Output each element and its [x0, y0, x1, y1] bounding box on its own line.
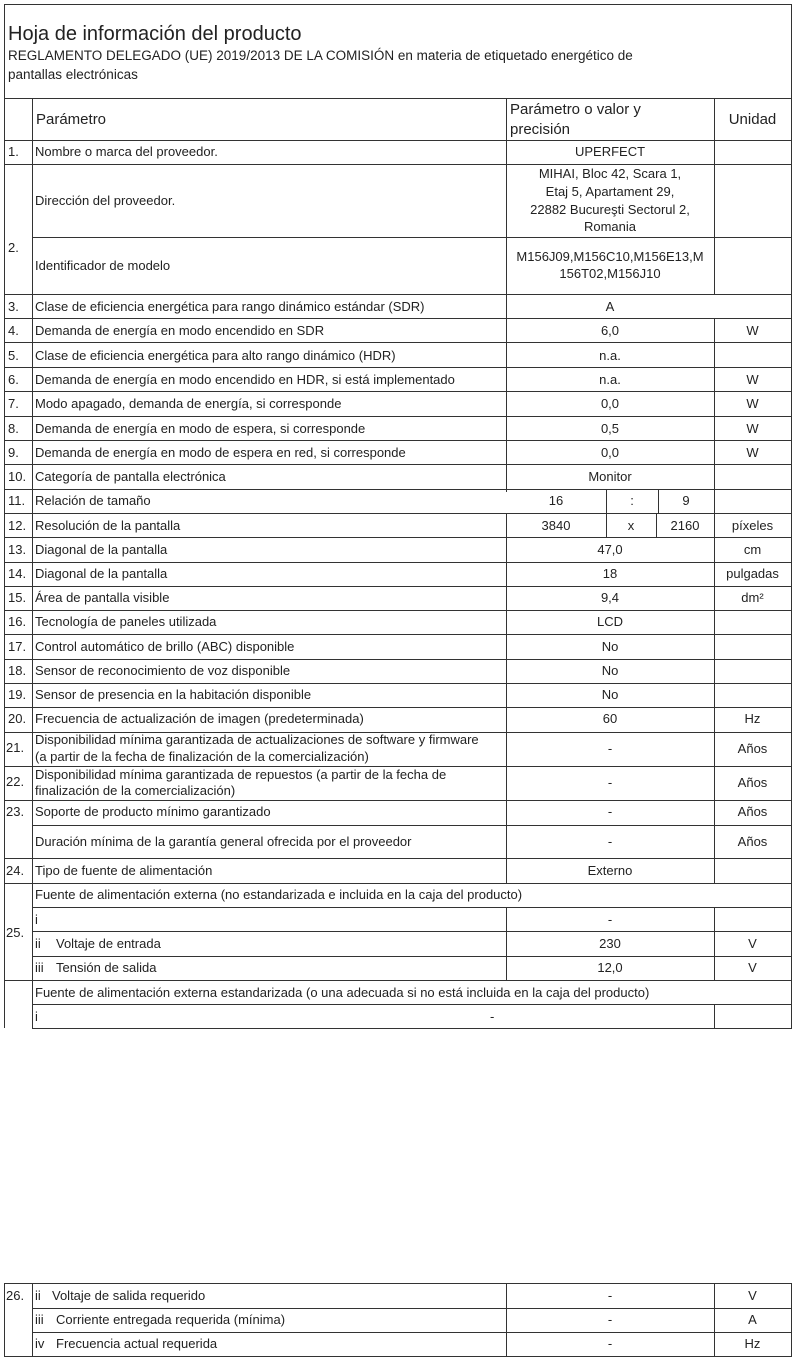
address-line-2: Etaj 5, Apartament 29,: [545, 184, 675, 199]
row-unit: dm²: [741, 590, 764, 605]
model-line-2: 156T02,M156J10: [559, 266, 661, 281]
row-unit: Años: [737, 834, 768, 849]
row-number: 4.: [8, 323, 19, 338]
row-label: Voltaje de entrada: [56, 936, 161, 951]
section-heading: Fuente de alimentación externa (no estandarizada e incluida en la caja del producto): [35, 887, 523, 902]
row-value: n.a.: [599, 348, 621, 363]
row-number: 20.: [8, 711, 27, 726]
row-number: 3.: [8, 299, 19, 314]
row-value: 0,0: [600, 445, 620, 460]
row-unit: Hz: [744, 711, 761, 726]
row-label: Demanda de energía en modo de espera, si corresponde: [35, 421, 366, 436]
row-unit: A: [748, 1312, 757, 1327]
row-value: Monitor: [588, 469, 632, 484]
address-line-3: 22882 Bucureşti Sectorul 2,: [530, 202, 690, 217]
sub-roman: iii: [35, 960, 44, 975]
row-unit: Años: [737, 775, 768, 790]
row-value: -: [607, 1312, 613, 1327]
row-number: 15.: [8, 590, 27, 605]
row-label: Soporte de producto mínimo garantizado: [35, 804, 271, 819]
row-value: -: [607, 834, 613, 849]
column-header-value-1: Parámetro o valor y: [510, 101, 641, 118]
section-heading: Fuente de alimentación externa estandarizada (o una adecuada si no está incluida en la caja del producto): [35, 985, 650, 1000]
row-label: Relación de tamaño: [35, 493, 151, 508]
row-label: Sensor de reconocimiento de voz disponible: [35, 663, 291, 678]
row-value: -: [607, 775, 613, 790]
regulation-line-2: pantallas electrónicas: [8, 67, 138, 82]
row-label: Identificador de modelo: [35, 258, 171, 273]
row-label: Categoría de pantalla electrónica: [35, 469, 226, 484]
row-label: Demanda de energía en modo encendido en SDR: [35, 323, 325, 338]
sub-roman: iv: [35, 1336, 45, 1351]
row-value: 230: [599, 936, 621, 951]
row-label: Demanda de energía en modo de espera en red, si corresponde: [35, 445, 406, 460]
aspect-separator: :: [630, 493, 634, 508]
row-value: 18: [602, 566, 618, 581]
row-unit: Años: [737, 804, 768, 819]
row-unit: W: [746, 421, 759, 436]
row-number: 16.: [8, 614, 27, 629]
row-number: 17.: [8, 639, 27, 654]
row-number: 13.: [8, 542, 27, 557]
row-number: 7.: [8, 396, 19, 411]
row-label: Control automático de brillo (ABC) disponible: [35, 639, 295, 654]
row-number: 19.: [8, 687, 27, 702]
row-label: Modo apagado, demanda de energía, si corresponde: [35, 396, 342, 411]
page-title: Hoja de información del producto: [8, 23, 302, 45]
row-label: Duración mínima de la garantía general ofrecida por el proveedor: [35, 834, 412, 849]
model-line-1: M156J09,M156C10,M156E13,M: [516, 249, 704, 264]
row-number: 11.: [8, 493, 26, 508]
row-unit: Hz: [744, 1336, 761, 1351]
row-value: 0,5: [600, 421, 620, 436]
row-unit: Años: [737, 741, 768, 756]
row-value: -: [607, 1288, 613, 1303]
sub-roman: i: [35, 912, 38, 927]
row-number: 25.: [6, 925, 25, 940]
row-label-line-2: (a partir de la fecha de finalización de la comercialización): [35, 749, 369, 764]
row-number: 2.: [8, 240, 19, 255]
row-value: No: [601, 687, 619, 702]
row-label-line-1: Disponibilidad mínima garantizada de actualizaciones de software y firmware: [35, 732, 479, 747]
row-unit: W: [746, 372, 759, 387]
row-label: Sensor de presencia en la habitación disponible: [35, 687, 312, 702]
row-number: 1.: [8, 144, 19, 159]
row-number: 12.: [8, 518, 27, 533]
row-number: 18.: [8, 663, 27, 678]
row-unit: cm: [743, 542, 762, 557]
row-unit: V: [748, 960, 757, 975]
row-label: Clase de eficiencia energética para rango dinámico estándar (SDR): [35, 299, 425, 314]
row-value: LCD: [596, 614, 623, 629]
row-value: -: [607, 741, 613, 756]
sub-roman: ii: [35, 936, 41, 951]
row-unit: W: [746, 396, 759, 411]
resolution-width: 3840: [541, 518, 571, 533]
regulation-line-1: REGLAMENTO DELEGADO (UE) 2019/2013 DE LA COMISIÓN en materia de etiquetado energético de: [8, 48, 633, 63]
row-unit: W: [746, 323, 759, 338]
row-unit: pulgadas: [726, 566, 779, 581]
row-value: 47,0: [597, 542, 623, 557]
row-number: 22.: [6, 774, 25, 789]
address-line-4: Romania: [583, 219, 637, 234]
row-number: 21.: [6, 740, 25, 755]
row-label: Tecnología de paneles utilizada: [35, 614, 217, 629]
row-number: 26.: [6, 1288, 25, 1303]
row-number: 23.: [6, 804, 25, 819]
row-label: Corriente entregada requerida (mínima): [56, 1312, 286, 1327]
row-value: -: [490, 1009, 495, 1024]
row-label-line-1: Disponibilidad mínima garantizada de repuestos (a partir de la fecha de: [35, 767, 447, 782]
resolution-height: 2160: [670, 518, 700, 533]
column-header-unit: Unidad: [728, 111, 777, 128]
row-label: Diagonal de la pantalla: [35, 542, 168, 557]
row-value: A: [605, 299, 615, 314]
row-unit: píxeles: [731, 518, 774, 533]
column-header-value-2: precisión: [510, 121, 571, 138]
row-label: Voltaje de salida requerido: [52, 1288, 206, 1303]
sub-roman: i: [35, 1009, 38, 1024]
aspect-height: 9: [682, 493, 690, 508]
row-number: 5.: [8, 348, 19, 363]
row-number: 6.: [8, 372, 19, 387]
row-unit: V: [748, 936, 757, 951]
row-label: Tipo de fuente de alimentación: [35, 863, 213, 878]
row-label: Nombre o marca del proveedor.: [35, 144, 218, 159]
row-value: Externo: [587, 863, 633, 878]
row-value: -: [607, 1336, 613, 1351]
row-number: 8.: [8, 421, 19, 436]
sub-roman: ii: [35, 1288, 41, 1303]
row-label: Frecuencia actual requerida: [56, 1336, 218, 1351]
row-value: -: [607, 912, 613, 927]
row-label: Dirección del proveedor.: [35, 193, 176, 208]
row-value: n.a.: [599, 372, 621, 387]
row-label-line-2: finalización de la comercialización): [35, 783, 236, 798]
row-unit: V: [748, 1288, 757, 1303]
row-label: Área de pantalla visible: [35, 590, 170, 605]
row-value: 9,4: [600, 590, 620, 605]
row-value: No: [601, 663, 619, 678]
row-value: No: [601, 639, 619, 654]
row-number: 24.: [6, 863, 25, 878]
row-label: Diagonal de la pantalla: [35, 566, 168, 581]
row-label: Frecuencia de actualización de imagen (predeterminada): [35, 711, 364, 726]
aspect-width: 16: [548, 493, 564, 508]
row-label: Demanda de energía en modo encendido en HDR, si está implementado: [35, 372, 455, 387]
sub-roman: iii: [35, 1312, 44, 1327]
row-value: 12,0: [597, 960, 623, 975]
resolution-separator: x: [627, 518, 635, 533]
column-header-param: Parámetro: [36, 111, 107, 128]
row-value: 0,0: [600, 396, 620, 411]
row-value: 6,0: [600, 323, 620, 338]
row-value: -: [607, 804, 613, 819]
row-label: Resolución de la pantalla: [35, 518, 181, 533]
row-number: 10.: [8, 469, 27, 484]
row-label: Tensión de salida: [56, 960, 157, 975]
address-line-1: MIHAI, Bloc 42, Scara 1,: [538, 166, 682, 181]
row-value: 60: [602, 711, 618, 726]
row-value: UPERFECT: [574, 144, 646, 159]
row-number: 14.: [8, 566, 27, 581]
row-label: Clase de eficiencia energética para alto rango dinámico (HDR): [35, 348, 396, 363]
row-number: 9.: [8, 445, 19, 460]
row-unit: W: [746, 445, 759, 460]
